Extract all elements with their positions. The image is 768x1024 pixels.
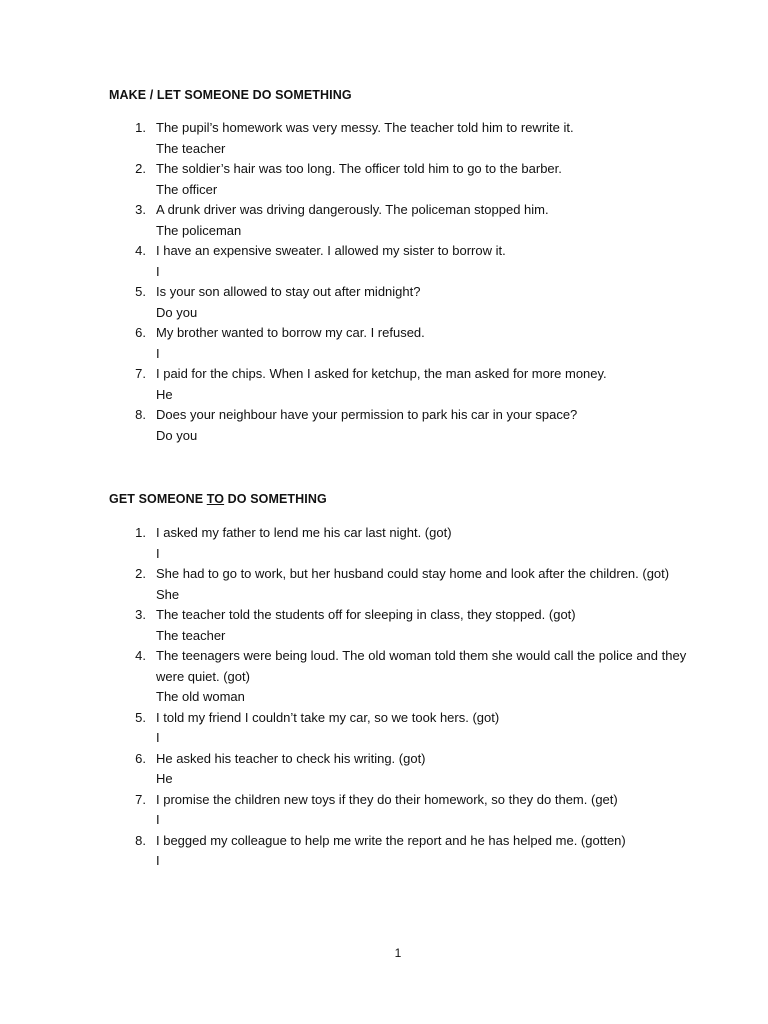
item-number: 2. [135, 161, 146, 176]
item-answer-start: The old woman [156, 689, 245, 704]
item-prompt: I begged my colleague to help me write the report and he has helped me. (gotten) [156, 832, 626, 848]
item-prompt: She had to go to work, but her husband could stay home and look after the children. (got) [156, 566, 670, 581]
list-item [0, 790, 768, 831]
list-item [0, 708, 768, 749]
item-prompt: The teenagers were being loud. The old woman told them she would call the police and they were quiet. (got) [156, 648, 687, 684]
item-answer-start: I [156, 853, 160, 868]
item-number: 4. [135, 243, 146, 258]
item-number: 5. [135, 284, 146, 299]
item-answer-start: Do you [156, 304, 198, 320]
exercise-list-get-someone-to [0, 523, 768, 872]
item-answer-start: He [156, 386, 173, 402]
item-prompt: I have an expensive sweater. I allowed my sister to borrow it. [156, 243, 506, 258]
list-item [0, 605, 768, 646]
item-answer-start: The officer [156, 181, 218, 197]
item-prompt: The pupil’s homework was very messy. The teacher told him to rewrite it. [156, 120, 574, 135]
item-number: 7. [135, 791, 146, 807]
item-prompt: He asked his teacher to check his writing. (got) [156, 750, 426, 766]
list-item [0, 200, 768, 241]
item-prompt: Is your son allowed to stay out after midnight? [156, 284, 421, 299]
exercise-list-make-let [0, 118, 768, 446]
item-prompt: Does your neighbour have your permission to park his car in your space? [156, 407, 578, 422]
list-item [0, 831, 768, 872]
item-answer-start: He [156, 771, 173, 786]
item-answer-start: I [156, 345, 160, 361]
page-number: 1 [394, 946, 402, 960]
item-answer-start: The teacher [156, 627, 226, 643]
item-prompt: I asked my father to lend me his car last night. (got) [156, 525, 452, 540]
section-title-part: GET SOMEONE [109, 492, 207, 506]
list-item [0, 364, 768, 405]
item-answer-start: Do you [156, 427, 198, 443]
section-title-get-someone-to [109, 492, 327, 506]
item-answer-start: The policeman [156, 222, 242, 238]
item-answer-start: The teacher [156, 140, 226, 156]
item-number: 7. [135, 366, 146, 381]
item-number: 4. [135, 648, 146, 663]
item-answer-start: I [156, 812, 160, 827]
section-title-make-let: MAKE / LET SOMEONE DO SOMETHING [109, 88, 352, 102]
item-number: 6. [135, 325, 146, 340]
item-number: 6. [135, 750, 146, 766]
item-prompt: I promise the children new toys if they do their homework, so they do them. (get) [156, 791, 618, 807]
item-answer-start: I [156, 730, 160, 745]
item-prompt: My brother wanted to borrow my car. I refused. [156, 325, 425, 340]
list-item [0, 159, 768, 200]
section-title-part: DO SOMETHING [224, 492, 327, 506]
item-number: 3. [135, 202, 146, 217]
item-number: 3. [135, 607, 146, 622]
item-prompt: I told my friend I couldn’t take my car, so we took hers. (got) [156, 709, 500, 725]
list-item [0, 282, 768, 323]
item-prompt: A drunk driver was driving dangerously. The policeman stopped him. [156, 202, 549, 217]
item-prompt: The teacher told the students off for sleeping in class, they stopped. (got) [156, 607, 576, 622]
list-item [0, 646, 768, 708]
list-item [0, 405, 768, 446]
item-answer-start: I [156, 545, 160, 561]
item-prompt: I paid for the chips. When I asked for ketchup, the man asked for more money. [156, 366, 607, 381]
list-item [0, 118, 768, 159]
list-item [0, 523, 768, 564]
item-number: 1. [135, 120, 146, 135]
item-number: 1. [135, 525, 146, 540]
list-item [0, 564, 768, 605]
item-number: 8. [135, 407, 146, 422]
item-answer-start: I [156, 263, 160, 279]
item-number: 2. [135, 566, 146, 581]
item-answer-start: She [156, 586, 180, 602]
list-item [0, 323, 768, 364]
item-prompt: The soldier’s hair was too long. The officer told him to go to the barber. [156, 161, 562, 176]
item-number: 5. [135, 709, 146, 725]
section-title-underlined-word: TO [206, 492, 225, 506]
item-number: 8. [135, 832, 146, 848]
list-item [0, 749, 768, 790]
list-item [0, 241, 768, 282]
